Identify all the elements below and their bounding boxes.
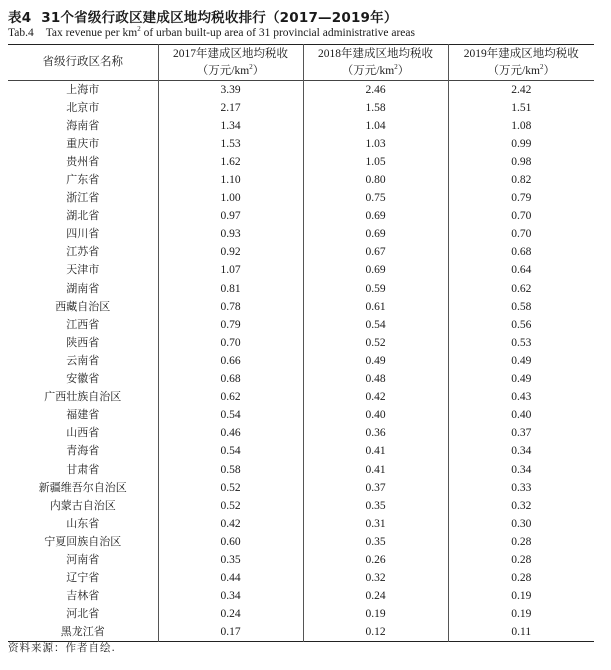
- tax-ranking-table: [8, 44, 594, 642]
- table-row: [8, 117, 594, 135]
- cell-2019: 0.53: [448, 334, 594, 352]
- table-row: [8, 569, 594, 587]
- table-row: [8, 551, 594, 569]
- table-row: [8, 334, 594, 352]
- cell-2019: 0.62: [448, 280, 594, 298]
- cell-2017: 1.00: [158, 189, 303, 207]
- cell-province: 山东省: [66, 516, 100, 530]
- cell-province: 湖北省: [66, 209, 100, 223]
- cell-2017: 1.07: [158, 261, 303, 279]
- cell-2018: 0.12: [303, 623, 448, 641]
- cell-2017: 0.97: [158, 207, 303, 225]
- cell-2017: 0.79: [158, 316, 303, 334]
- cell-2019: 0.99: [448, 135, 594, 153]
- table-row: [8, 515, 594, 533]
- table-row: [8, 388, 594, 406]
- cell-province: 上海市: [66, 82, 100, 96]
- cell-province: 贵州省: [66, 154, 100, 168]
- cell-2018: 0.35: [303, 497, 448, 515]
- cell-2017: 2.17: [158, 99, 303, 117]
- cell-2018: 1.03: [303, 135, 448, 153]
- table-header-row: [8, 45, 594, 81]
- column-header-2018: 2018年建成区地均税收 （万元$/km^2$）: [303, 45, 448, 81]
- table-row: [8, 207, 594, 225]
- cell-2018: 0.48: [303, 370, 448, 388]
- cell-2019: 0.37: [448, 424, 594, 442]
- cell-province: 重庆市: [66, 136, 100, 150]
- cell-2019: 0.33: [448, 479, 594, 497]
- cell-province: 黑龙江省: [60, 625, 105, 639]
- cell-2019: 0.49: [448, 370, 594, 388]
- cell-province: 北京市: [66, 100, 100, 114]
- cell-2018: 0.52: [303, 334, 448, 352]
- cell-2019: 0.56: [448, 316, 594, 334]
- cell-2019: 0.82: [448, 171, 594, 189]
- table-row: [8, 479, 594, 497]
- cell-province: 青海省: [66, 444, 100, 458]
- table-row: [8, 352, 594, 370]
- table-number: 表4: [8, 10, 32, 26]
- cell-2018: 0.59: [303, 280, 448, 298]
- cell-2019: 0.79: [448, 189, 594, 207]
- table-row: [8, 261, 594, 279]
- table-row: [8, 623, 594, 641]
- table-row: [8, 81, 594, 99]
- cell-2017: 1.10: [158, 171, 303, 189]
- cell-province: 新疆维吾尔自治区: [38, 480, 127, 494]
- table-row: [8, 316, 594, 334]
- table-row: [8, 280, 594, 298]
- cell-2017: 1.53: [158, 135, 303, 153]
- cell-2019: 1.08: [448, 117, 594, 135]
- cell-2019: 0.28: [448, 533, 594, 551]
- cell-2017: 0.17: [158, 623, 303, 641]
- cell-province: 四川省: [66, 227, 100, 241]
- cell-2017: 0.54: [158, 442, 303, 460]
- table-subtitle-superscript: 2: [137, 25, 141, 33]
- cell-2018: 0.80: [303, 171, 448, 189]
- cell-2019: 0.19: [448, 605, 594, 623]
- cell-2017: 1.34: [158, 117, 303, 135]
- cell-2018: 0.40: [303, 406, 448, 424]
- cell-2017: 0.66: [158, 352, 303, 370]
- cell-province: 陕西省: [66, 335, 100, 349]
- table-row: [8, 406, 594, 424]
- table-row: [8, 605, 594, 623]
- cell-2017: 0.60: [158, 533, 303, 551]
- cell-2019: 0.34: [448, 442, 594, 460]
- table-row: [8, 298, 594, 316]
- cell-2017: 0.34: [158, 587, 303, 605]
- cell-province: 江西省: [66, 317, 100, 331]
- cell-2019: 0.28: [448, 569, 594, 587]
- table-row: [8, 424, 594, 442]
- cell-province: 广西壮族自治区: [44, 390, 122, 404]
- cell-province: 江苏省: [66, 245, 100, 259]
- table-row: [8, 460, 594, 478]
- table-subtitle-text-b: of urban built-up area of 31 provincial administrative areas: [140, 26, 415, 39]
- cell-2017: 0.46: [158, 424, 303, 442]
- cell-2018: 0.69: [303, 225, 448, 243]
- table-row: [8, 533, 594, 551]
- cell-2018: 0.49: [303, 352, 448, 370]
- cell-province: 广东省: [66, 173, 100, 187]
- column-header-2017: 2017年建成区地均税收 （万元$/km^2$）: [158, 45, 303, 81]
- cell-2017: 0.24: [158, 605, 303, 623]
- cell-2018: 0.19: [303, 605, 448, 623]
- cell-2019: 0.98: [448, 153, 594, 171]
- cell-2017: 0.58: [158, 460, 303, 478]
- table-row: [8, 99, 594, 117]
- cell-province: 云南省: [66, 353, 100, 367]
- cell-2018: 0.35: [303, 533, 448, 551]
- table-row: [8, 189, 594, 207]
- cell-2018: 1.58: [303, 99, 448, 117]
- cell-2019: 0.70: [448, 207, 594, 225]
- table-row: [8, 370, 594, 388]
- cell-2017: 0.54: [158, 406, 303, 424]
- cell-province: 河南省: [66, 552, 100, 566]
- table-row: [8, 153, 594, 171]
- cell-2019: 0.30: [448, 515, 594, 533]
- cell-2019: 0.40: [448, 406, 594, 424]
- cell-2017: 0.78: [158, 298, 303, 316]
- cell-2019: 0.64: [448, 261, 594, 279]
- cell-2018: 0.54: [303, 316, 448, 334]
- cell-2018: 2.46: [303, 81, 448, 99]
- cell-2017: 0.52: [158, 479, 303, 497]
- cell-province: 海南省: [66, 118, 100, 132]
- cell-2017: 0.42: [158, 515, 303, 533]
- cell-2018: 0.69: [303, 261, 448, 279]
- cell-2018: 0.31: [303, 515, 448, 533]
- cell-province: 吉林省: [66, 589, 100, 603]
- cell-province: 甘肃省: [66, 462, 100, 476]
- cell-province: 浙江省: [66, 191, 100, 205]
- cell-province: 天津市: [66, 263, 100, 277]
- cell-2019: 0.49: [448, 352, 594, 370]
- cell-2019: 0.11: [448, 623, 594, 641]
- cell-2019: 1.51: [448, 99, 594, 117]
- cell-2019: 0.70: [448, 225, 594, 243]
- cell-2018: 1.04: [303, 117, 448, 135]
- cell-province: 湖南省: [66, 281, 100, 295]
- table-row: [8, 171, 594, 189]
- table-subtitle: [8, 25, 415, 39]
- cell-2018: 0.36: [303, 424, 448, 442]
- table-subtitle-number: Tab.4: [8, 26, 34, 39]
- table-title-text: 31个省级行政区建成区地均税收排行（2017—2019年）: [41, 10, 398, 26]
- table-row: [8, 497, 594, 515]
- cell-province: 安徽省: [66, 372, 100, 386]
- cell-2019: 0.68: [448, 243, 594, 261]
- cell-2018: 0.42: [303, 388, 448, 406]
- source-note: 资料来源：作者自绘.: [8, 642, 116, 654]
- cell-2019: 0.43: [448, 388, 594, 406]
- cell-2017: 0.68: [158, 370, 303, 388]
- cell-2018: 0.67: [303, 243, 448, 261]
- cell-2017: 1.62: [158, 153, 303, 171]
- cell-2017: 0.70: [158, 334, 303, 352]
- cell-2018: 0.41: [303, 460, 448, 478]
- cell-2019: 0.19: [448, 587, 594, 605]
- cell-2019: 0.58: [448, 298, 594, 316]
- cell-2018: 0.24: [303, 587, 448, 605]
- cell-2017: 0.93: [158, 225, 303, 243]
- table-row: [8, 135, 594, 153]
- column-header-2019: 2019年建成区地均税收 （万元$/km^2$）: [448, 45, 594, 81]
- cell-2017: 0.62: [158, 388, 303, 406]
- table-body: [8, 81, 594, 642]
- cell-2018: 0.26: [303, 551, 448, 569]
- cell-2017: 0.44: [158, 569, 303, 587]
- cell-2017: 0.52: [158, 497, 303, 515]
- table-row: [8, 225, 594, 243]
- cell-province: 福建省: [66, 408, 100, 422]
- table-row: [8, 442, 594, 460]
- cell-2018: 0.75: [303, 189, 448, 207]
- cell-2018: 0.37: [303, 479, 448, 497]
- table-row: [8, 587, 594, 605]
- cell-province: 宁夏回族自治区: [44, 534, 122, 548]
- cell-province: 山西省: [66, 426, 100, 440]
- cell-2018: 0.41: [303, 442, 448, 460]
- cell-2017: 0.35: [158, 551, 303, 569]
- cell-2018: 0.69: [303, 207, 448, 225]
- table-subtitle-text-a: Tax revenue per km: [45, 26, 138, 39]
- cell-2017: 3.39: [158, 81, 303, 99]
- cell-2017: 0.81: [158, 280, 303, 298]
- cell-2018: 1.05: [303, 153, 448, 171]
- cell-province: 辽宁省: [66, 571, 100, 585]
- cell-province: 河北省: [66, 607, 100, 621]
- cell-2018: 0.61: [303, 298, 448, 316]
- table-row: [8, 243, 594, 261]
- cell-2019: 0.32: [448, 497, 594, 515]
- cell-2017: 0.92: [158, 243, 303, 261]
- cell-2019: 0.34: [448, 460, 594, 478]
- cell-2019: 2.42: [448, 81, 594, 99]
- cell-province: 内蒙古自治区: [49, 498, 116, 512]
- column-header-province: 省级行政区名称: [42, 56, 123, 68]
- cell-2018: 0.32: [303, 569, 448, 587]
- cell-2019: 0.28: [448, 551, 594, 569]
- table-title: [8, 6, 398, 26]
- cell-province: 西藏自治区: [55, 299, 111, 313]
